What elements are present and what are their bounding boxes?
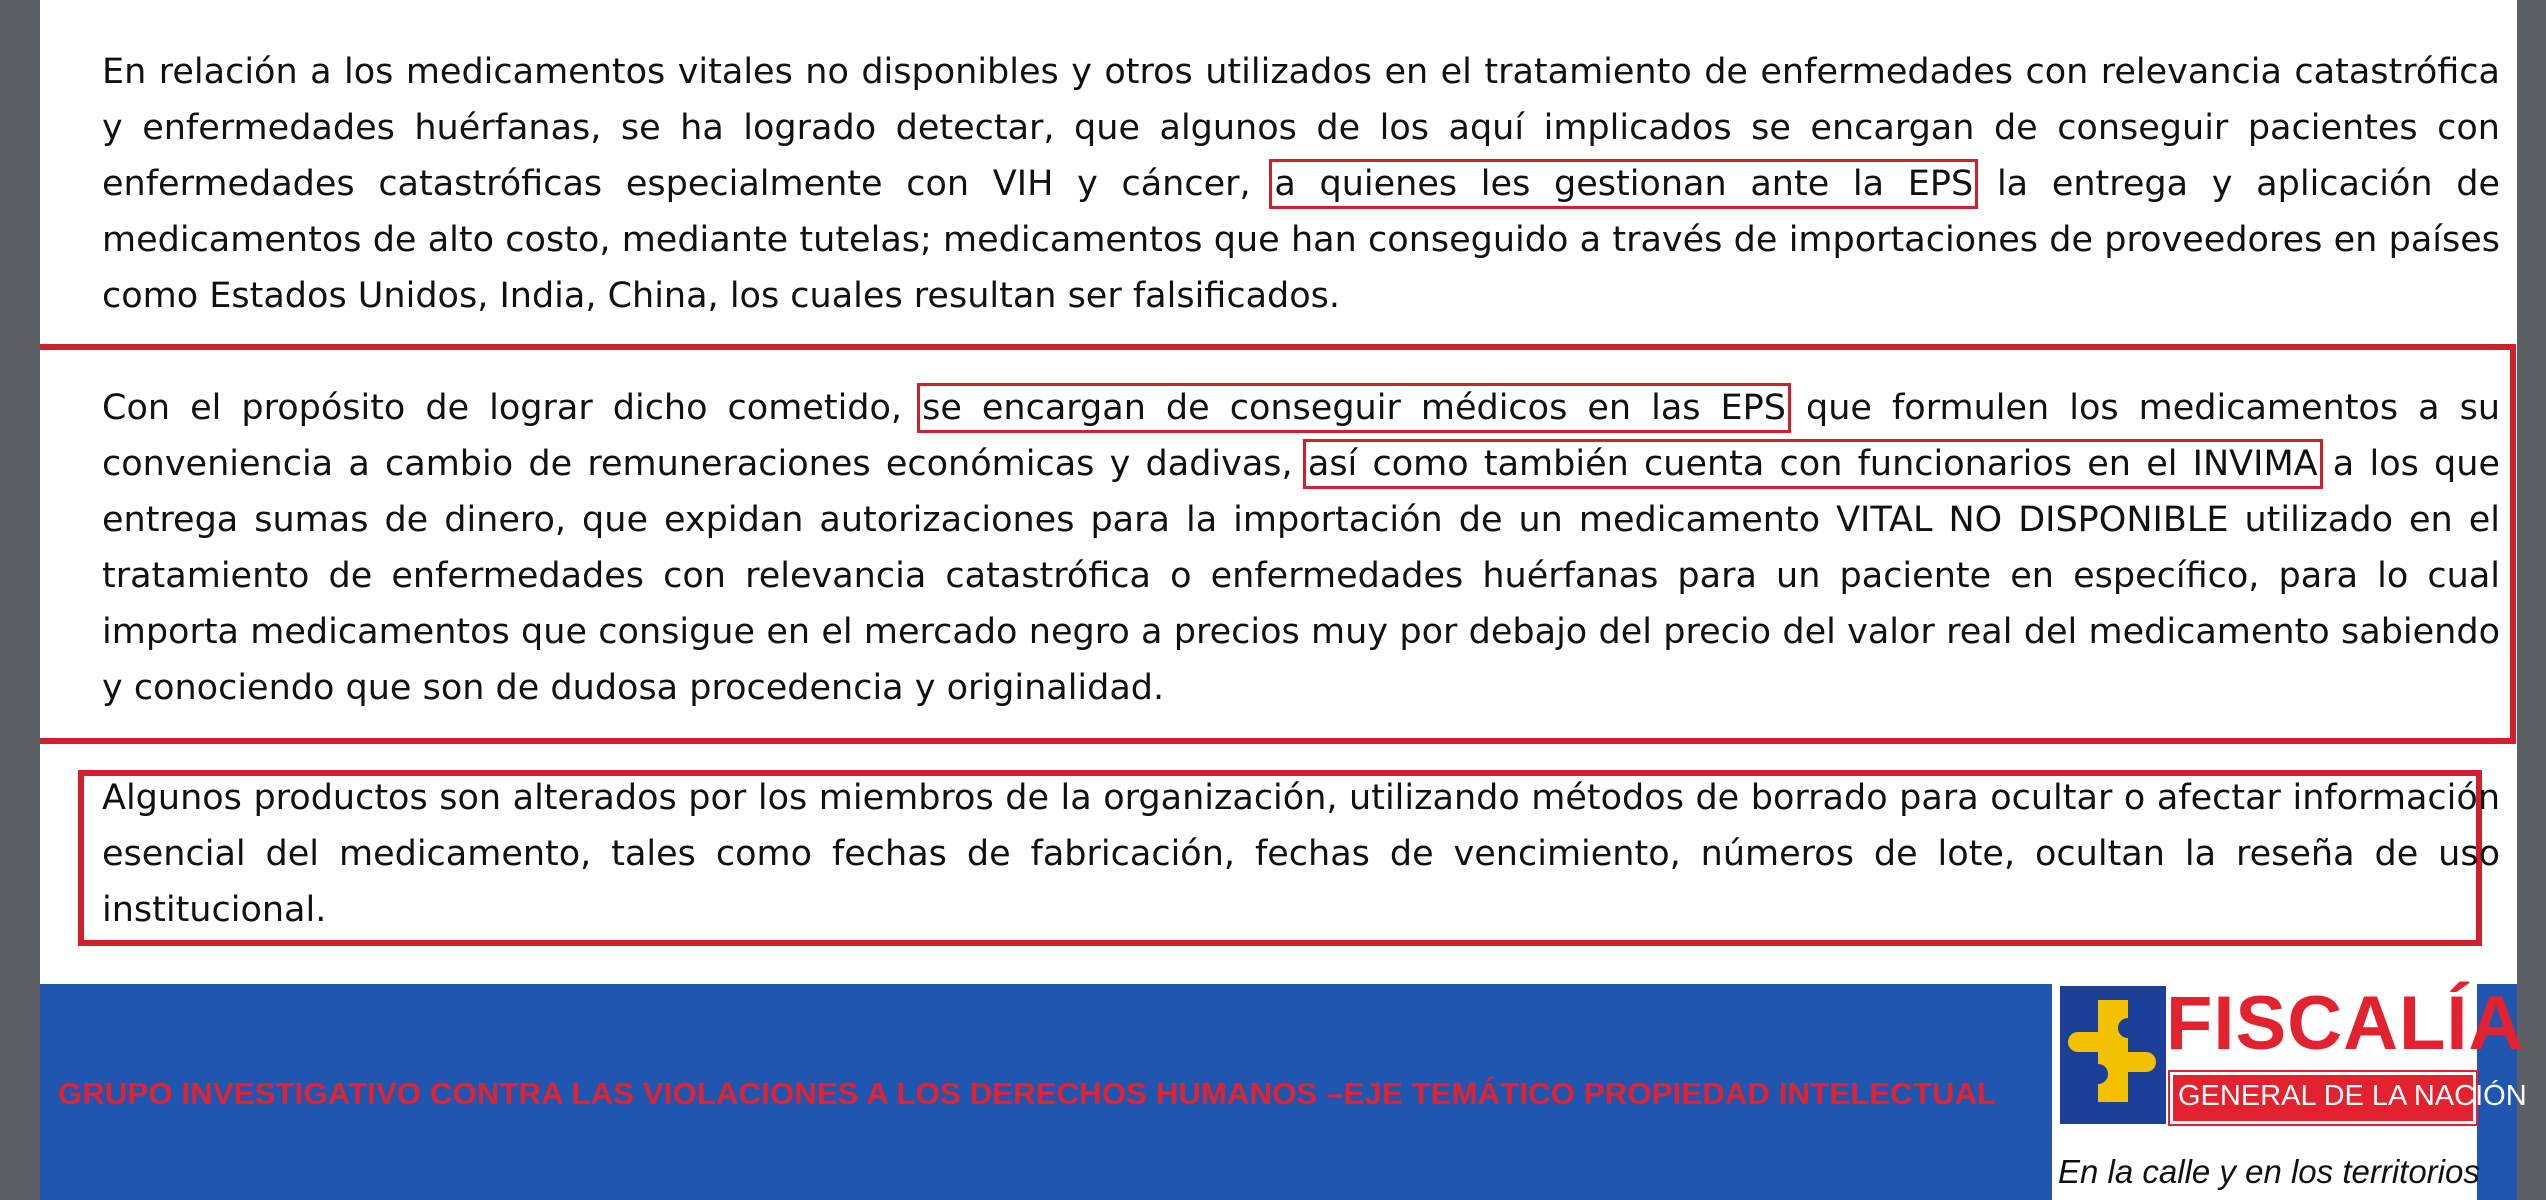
paragraph-2-text-middle: que formulen los medicamentos a su conveniencia a cambio de remuneraciones económicas y dadivas, (102, 388, 2500, 484)
logo-name: FISCALÍA (2166, 981, 2525, 1066)
highlight-medicos-eps: se encargan de conseguir médicos en las EPS (922, 388, 1786, 428)
footer-title: GRUPO INVESTIGATIVO CONTRA LAS VIOLACIONES A LOS DERECHOS HUMANOS –EJE TEMÁTICO PROPIEDAD INTELECTUAL (58, 1076, 1997, 1111)
logo-subtitle: GENERAL DE LA NACIÓN (2178, 1080, 2527, 1112)
paragraph-2-text-start: Con el propósito de lograr dicho cometido, (102, 388, 923, 428)
paragraph-1-text-start: En relación a los medicamentos vitales no disponibles y otros utilizados en el tratamiento de enfermedades con relevancia catastrófica y enfermedades huérfanas, se ha logrado detectar, que algunos de los aquí implicados se encargan de conseguir pacientes con enfermedades catastróficas especialmente con VIH y cáncer, (102, 52, 2500, 204)
highlight-gestionan-eps: a quienes les gestionan ante la EPS (1274, 164, 1974, 204)
highlight-invima: así como también cuenta con funcionarios en el INVIMA (1307, 444, 2318, 484)
logo-slogan: En la calle y en los territorios (2058, 1153, 2480, 1190)
puzzle-piece-icon (2060, 986, 2166, 1124)
paragraph-2 (102, 380, 2500, 716)
paragraph-3: Algunos productos son alterados por los miembros de la organización, utilizando métodos de borrado para ocultar o afectar información esencial del medicamento, tales como fechas de fabricación, fechas de vencimiento, números de lote, ocultan la reseña de uso institucional. (102, 778, 2500, 930)
paragraph-1 (102, 44, 2500, 324)
paragraph-1-text-end: la entrega y aplicación de medicamentos de alto costo, mediante tutelas; medicamentos que han conseguido a través de importaciones de proveedores en países como Estados Unidos, India, China, los cuales resultan ser falsificados. (102, 164, 2500, 316)
shield-icon (2060, 986, 2166, 1124)
paragraph-2-text-end: a los que entrega sumas de dinero, que expidan autorizaciones para la importación de un medicamento VITAL NO DISPONIBLE utilizado en el tratamiento de enfermedades con relevancia catastrófica o enfermedades huérfanas para un paciente en específico, para lo cual importa medicamentos que consigue en el mercado negro a precios muy por debajo del precio del valor real del medicamento sabiendo y conociendo que son de dudosa procedencia y originalidad. (102, 444, 2500, 708)
